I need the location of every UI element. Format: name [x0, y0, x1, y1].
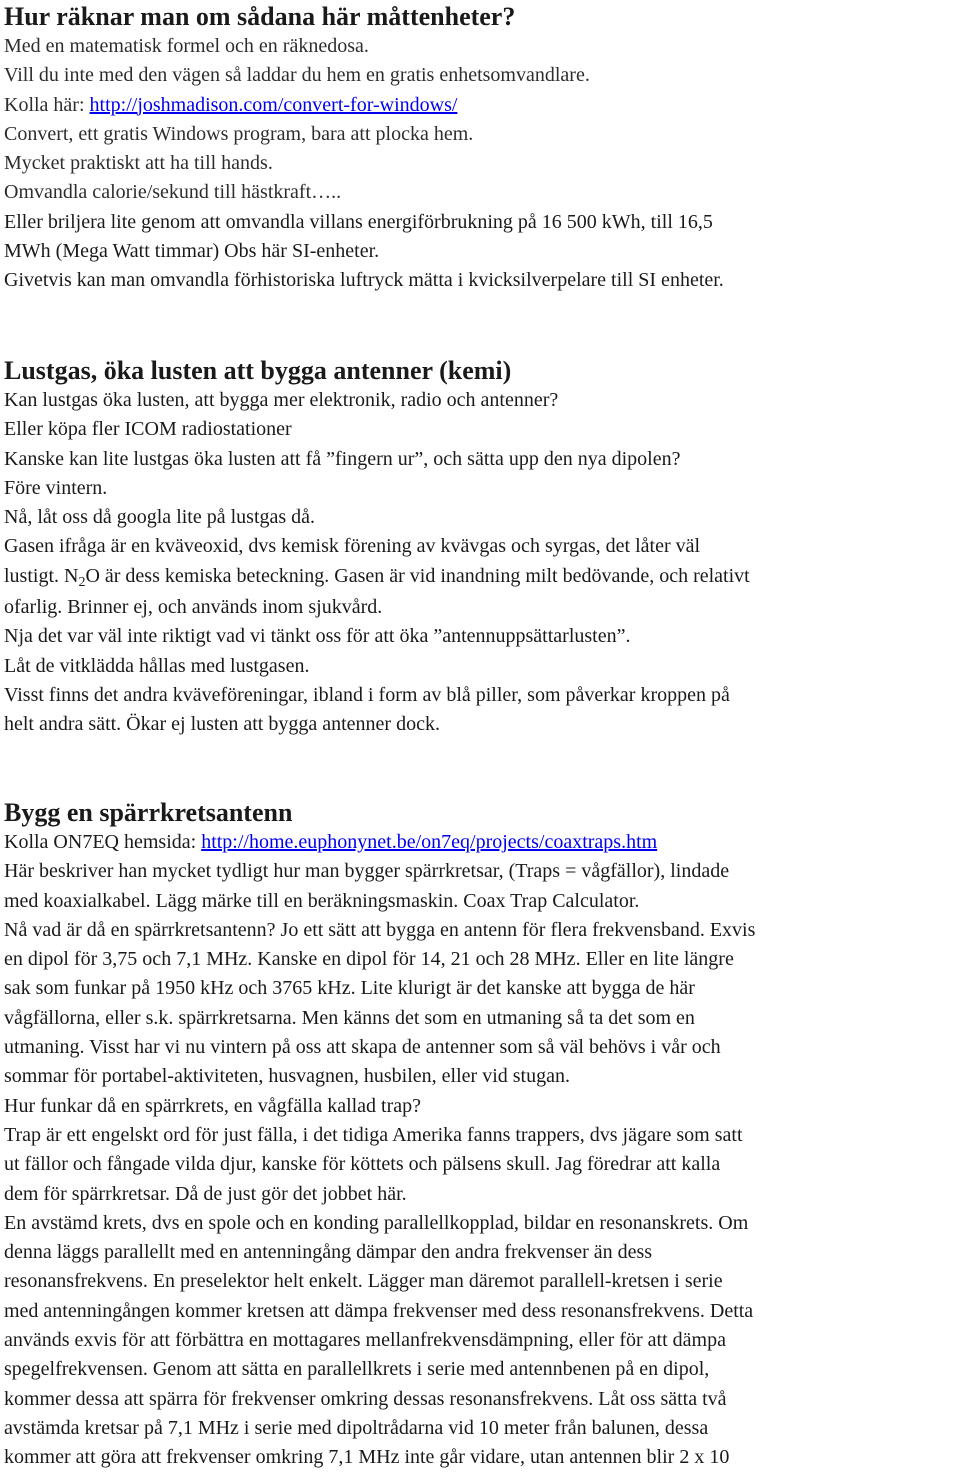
paragraph-line: Kanske kan lite lustgas öka lusten att få ”fingern ur”, och sätta upp den nya dipolen? — [4, 447, 681, 470]
kolla-line — [4, 828, 956, 857]
kolla-line — [4, 91, 956, 120]
paragraph-line: Eller köpa fler ICOM radiostationer — [4, 418, 292, 441]
paragraph-line: ofarlig. Brinner ej, och används inom sjukvård. — [4, 596, 383, 619]
paragraph-line: med koaxialkabel. Lägg märke till en beräkningsmaskin. Coax Trap Calculator. — [4, 889, 640, 912]
paragraph-line: en dipol för 3,75 och 7,1 MHz. Kanske en dipol för 14, 21 och 28 MHz. Eller en lite längre — [4, 948, 734, 971]
paragraph-line: Convert, ett gratis Windows program, bara att plocka hem. — [4, 122, 474, 145]
paragraph-line: med antenningången kommer kretsen att dämpa frekvenser med dess resonansfrekvens. Detta — [4, 1299, 754, 1322]
paragraph-line: dem för spärrkretsar. Då de just gör det jobbet här. — [4, 1182, 407, 1205]
heading-units: Hur räknar man om sådana här måttenheter? — [4, 2, 516, 31]
paragraph-line: Hur funkar då en spärrkrets, en vågfälla kallad trap? — [4, 1094, 422, 1117]
trap-paragraphs — [4, 857, 956, 1472]
paragraph-line: Här beskriver han mycket tydligt hur man bygger spärrkretsar, (Traps = vågfällor), lindade — [4, 860, 730, 883]
paragraph-line: denna läggs parallellt med en antenningång dämpar den andra frekvenser än dess — [4, 1241, 653, 1264]
section-lustgas — [4, 356, 956, 740]
paragraph-line: kommer att göra att frekvenser omkring 7,1 MHz inte går vidare, utan antennen blir 2 x 10 — [4, 1446, 730, 1469]
paragraph-line: Trap är ett engelskt ord för just fälla, i det tidiga Amerika fanns trappers, dvs jägare som satt — [4, 1123, 743, 1146]
paragraph-line: Nja det var väl inte riktigt vad vi tänkt oss för att öka ”antennuppsättarlusten”. — [4, 625, 631, 648]
joshmadison-link[interactable]: http://joshmadison.com/convert-for-windows/ — [89, 93, 458, 116]
paragraph-line: utmaning. Visst har vi nu vintern på oss att skapa de antenner som så väl behövs i vår och — [4, 1036, 721, 1059]
paragraph-line: helt andra sätt. Ökar ej lusten att bygga antenner dock. — [4, 713, 440, 736]
paragraph-line: kommer dessa att spärra för frekvenser omkring dessas resonansfrekvens. Låt oss sätta två — [4, 1387, 727, 1410]
paragraph-line: Visst finns det andra kväveföreningar, ibland i form av blå piller, som påverkar kroppen på — [4, 683, 730, 706]
on7eq-link[interactable]: http://home.euphonynet.be/on7eq/projects/coaxtraps.htm — [201, 831, 658, 853]
n2o-line — [4, 562, 956, 593]
paragraph-line: Givetvis kan man omvandla förhistoriska luftryck mätta i kvicksilverpelare till SI enheter. — [4, 269, 724, 292]
paragraph-line: spegelfrekvensen. Genom att sätta en parallellkrets i serie med antennbenen på en dipol, — [4, 1358, 710, 1381]
paragraph-line: vågfällorna, eller s.k. spärrkretsarna. Men känns det som en utmaning så ta det som en — [4, 1006, 695, 1029]
paragraph-line: Före vintern. — [4, 476, 108, 499]
paragraph-line: MWh (Mega Watt timmar) Obs här SI-enheter. — [4, 240, 380, 263]
paragraph-line: avstämda kretsar på 7,1 MHz i serie med dipoltrådarna vid 10 meter från balunen, dessa — [4, 1416, 709, 1439]
paragraph-line: Nå vad är då en spärrkretsantenn? Jo ett sätt att bygga en antenn för flera frekvensband. Exvis — [4, 918, 756, 941]
heading-trap-antenna: Bygg en spärrkretsantenn — [4, 798, 293, 827]
heading-lustgas: Lustgas, öka lusten att bygga antenner (kemi) — [4, 356, 512, 385]
paragraph-line: Mycket praktiskt att ha till hands. — [4, 152, 273, 175]
section-units — [4, 2, 956, 296]
paragraph-line: sommar för portabel-aktiviteten, husvagnen, husbilen, eller vid stugan. — [4, 1065, 570, 1088]
kolla-prefix: Kolla ON7EQ hemsida: — [4, 831, 202, 853]
paragraph-line: resonansfrekvens. En preselektor helt enkelt. Lägger man däremot parallell-kretsen i serie — [4, 1270, 723, 1293]
paragraph-line: ut fällor och fångade vilda djur, kanske för köttets och pälsens skull. Jag föredrar att kalla — [4, 1153, 721, 1176]
n2o-pre: lustigt. N — [4, 564, 79, 587]
paragraph-line: används exvis för att förbättra en mottagares mellanfrekvensdämpning, eller för att dämpa — [4, 1329, 726, 1352]
paragraph-line: Gasen ifråga är en kväveoxid, dvs kemisk förening av kvävgas och syrgas, det låter väl — [4, 535, 701, 558]
paragraph-line: Låt de vitklädda hållas med lustgasen. — [4, 654, 310, 677]
paragraph-line: Omvandla calorie/sekund till hästkraft….. — [4, 181, 342, 204]
paragraph-line: Med en matematisk formel och en räknedosa. — [4, 35, 369, 57]
paragraph-line: En avstämd krets, dvs en spole och en konding parallellkopplad, bildar en resonanskrets. Om — [4, 1211, 749, 1234]
paragraph-line: Kan lustgas öka lusten, att bygga mer elektronik, radio och antenner? — [4, 389, 559, 411]
n2o-post: O är dess kemiska beteckning. Gasen är vid inandning milt bedövande, och relativt — [85, 564, 750, 587]
paragraph-line: Nå, låt oss då googla lite på lustgas då. — [4, 506, 316, 529]
paragraph-line: Vill du inte med den vägen så laddar du hem en gratis enhetsomvandlare. — [4, 64, 590, 87]
section-trap-antenna — [4, 798, 956, 1473]
n2o-subscript: 2 — [78, 574, 86, 590]
paragraph-line: Eller briljera lite genom att omvandla villans energiförbrukning på 16 500 kWh, till 16,5 — [4, 210, 713, 233]
kolla-prefix: Kolla här: — [4, 93, 90, 116]
paragraph-line: sak som funkar på 1950 kHz och 3765 kHz. Lite klurigt är det kanske att bygga de här — [4, 977, 695, 1000]
